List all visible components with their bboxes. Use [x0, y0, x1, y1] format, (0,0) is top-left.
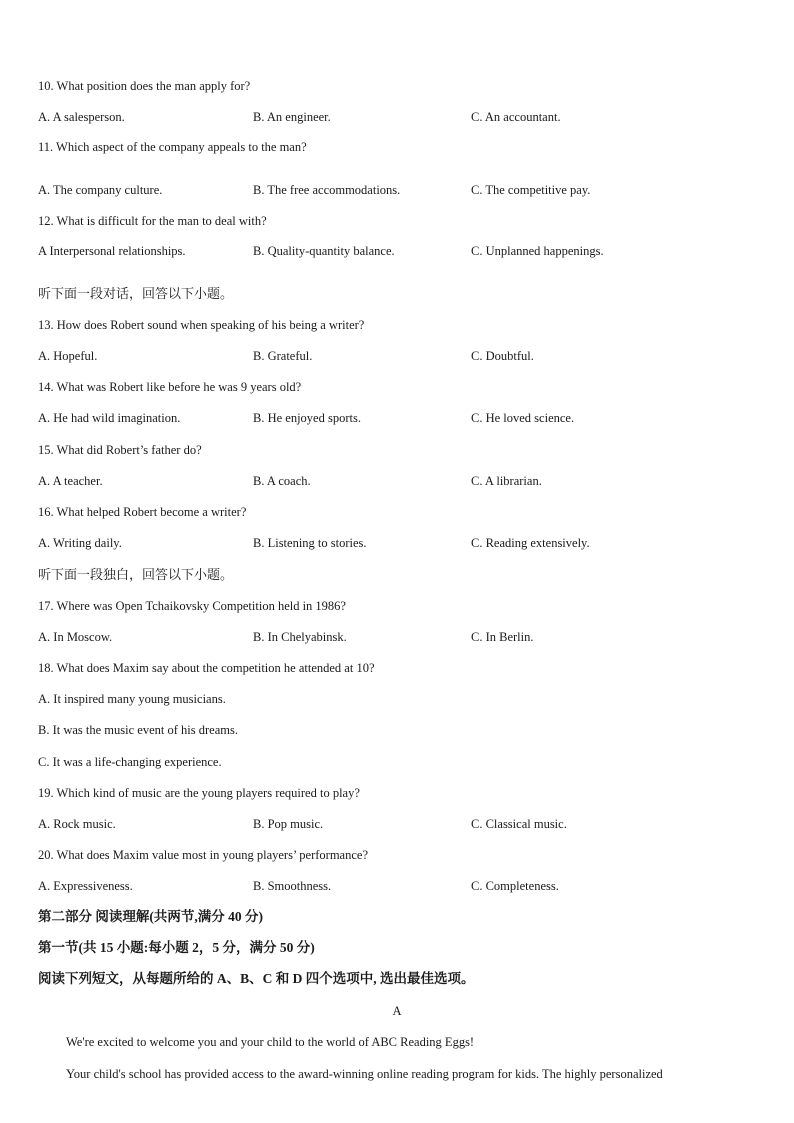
question-11-option-b: B. The free accommodations.: [253, 183, 401, 197]
question-14-option-a: A. He had wild imagination.: [38, 411, 181, 425]
passage-paragraph-1: We're excited to welcome you and your child to the world of ABC Reading Eggs!: [66, 1035, 475, 1049]
passage-paragraph-2: Your child's school has provided access to the award-winning online reading program for kids. The highly personalized: [66, 1067, 663, 1081]
question-14-option-c: C. He loved science.: [471, 411, 575, 425]
question-19-option-a: A. Rock music.: [38, 817, 116, 831]
question-18-option-b: B. It was the music event of his dreams.: [38, 723, 238, 737]
question-12-option-a: A Interpersonal relationships.: [38, 244, 186, 258]
question-13-stem: 13. How does Robert sound when speaking of his being a writer?: [38, 318, 365, 332]
passage-label: A: [392, 1004, 402, 1018]
question-15-stem: 15. What did Robert’s father do?: [38, 443, 202, 457]
question-19-option-c: C. Classical music.: [471, 817, 567, 831]
question-18-stem: 18. What does Maxim say about the competition he attended at 10?: [38, 661, 375, 675]
question-20-option-b: B. Smoothness.: [253, 879, 332, 893]
question-12-stem: 12. What is difficult for the man to deal with?: [38, 214, 267, 228]
question-20-option-a: A. Expressiveness.: [38, 879, 133, 893]
question-16-stem: 16. What helped Robert become a writer?: [38, 505, 247, 519]
question-17-option-a: A. In Moscow.: [38, 630, 113, 644]
question-11-stem: 11. Which aspect of the company appeals to the man?: [38, 140, 307, 154]
question-12-option-b: B. Quality-quantity balance.: [253, 244, 395, 258]
section-instruction-monologue: 听下面一段独白，回答以下小题。: [38, 567, 234, 582]
section-instruction-dialogue: 听下面一段对话，回答以下小题。: [38, 286, 234, 301]
question-13-option-a: A. Hopeful.: [38, 349, 98, 363]
question-16-options: [38, 535, 758, 551]
question-19-stem: 19. Which kind of music are the young players required to play?: [38, 786, 360, 800]
question-17-option-c: C. In Berlin.: [471, 630, 534, 644]
question-14-options: [38, 410, 758, 426]
question-15-option-b: B. A coach.: [253, 474, 311, 488]
question-17-options: [38, 629, 758, 645]
reading-section-title: 第一节(共 15 小题:每小题 2，5 分，满分 50 分): [38, 940, 315, 955]
question-13-option-b: B. Grateful.: [253, 349, 313, 363]
question-20-stem: 20. What does Maxim value most in young players’ performance?: [38, 848, 368, 862]
question-12-options: [38, 243, 758, 259]
question-15-option-a: A. A teacher.: [38, 474, 103, 488]
question-18-option-a: A. It inspired many young musicians.: [38, 692, 226, 706]
question-16-option-b: B. Listening to stories.: [253, 536, 367, 550]
question-10-option-c: C. An accountant.: [471, 110, 561, 124]
question-14-option-b: B. He enjoyed sports.: [253, 411, 361, 425]
question-17-option-b: B. In Chelyabinsk.: [253, 630, 347, 644]
question-11-options: [38, 182, 758, 198]
question-12-option-c: C. Unplanned happenings.: [471, 244, 604, 258]
question-20-options: [38, 878, 758, 894]
question-10-stem: 10. What position does the man apply for?: [38, 79, 251, 93]
reading-instruction: 阅读下列短文，从每题所给的 A、B、C 和 D 四个选项中, 选出最佳选项。: [38, 971, 475, 986]
question-11-option-a: A. The company culture.: [38, 183, 163, 197]
question-16-option-c: C. Reading extensively.: [471, 536, 590, 550]
question-14-stem: 14. What was Robert like before he was 9 years old?: [38, 380, 302, 394]
question-15-options: [38, 473, 758, 489]
question-19-options: [38, 816, 758, 832]
question-13-option-c: C. Doubtful.: [471, 349, 534, 363]
question-10-option-a: A. A salesperson.: [38, 110, 125, 124]
question-16-option-a: A. Writing daily.: [38, 536, 122, 550]
question-10-option-b: B. An engineer.: [253, 110, 331, 124]
question-20-option-c: C. Completeness.: [471, 879, 559, 893]
question-13-options: [38, 348, 758, 364]
question-19-option-b: B. Pop music.: [253, 817, 324, 831]
question-17-stem: 17. Where was Open Tchaikovsky Competition held in 1986?: [38, 599, 346, 613]
question-10-options: [38, 109, 758, 125]
question-15-option-c: C. A librarian.: [471, 474, 542, 488]
question-18-option-c: C. It was a life-changing experience.: [38, 755, 222, 769]
reading-part-title: 第二部分 阅读理解(共两节,满分 40 分): [38, 909, 263, 924]
question-11-option-c: C. The competitive pay.: [471, 183, 591, 197]
